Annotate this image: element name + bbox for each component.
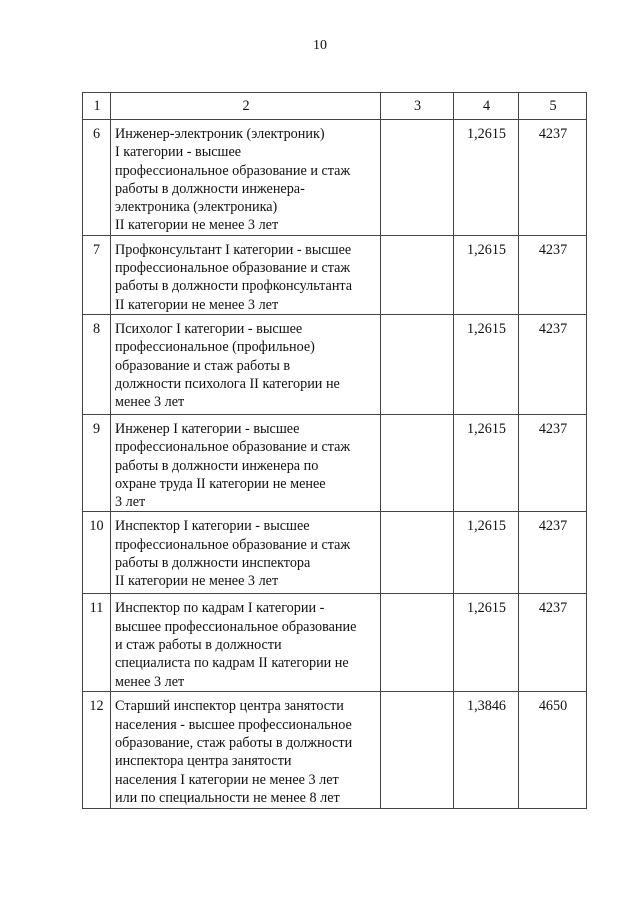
position-description: Профконсультант I категории - высшее профессиональное образование и стаж работы в должности профконсультанта II категории не менее 3 лет [111,235,381,314]
salary-value: 4237 [519,314,587,414]
column-3-value [381,120,454,236]
coefficient-value: 1,2615 [454,594,519,692]
row-number: 6 [83,120,111,236]
salary-value: 4237 [519,120,587,236]
column-3-value [381,235,454,314]
column-3-value [381,512,454,594]
row-number: 11 [83,594,111,692]
coefficient-value: 1,2615 [454,235,519,314]
salary-value: 4237 [519,414,587,511]
coefficient-value: 1,2615 [454,314,519,414]
row-number: 8 [83,314,111,414]
salary-value: 4650 [519,692,587,809]
position-description: Психолог I категории - высшее профессиональное (профильное) образование и стаж работы в должности психолога II категории не менее 3 лет [111,314,381,414]
row-number: 9 [83,414,111,511]
table-row [83,594,587,692]
table-row [83,692,587,809]
position-description: Старший инспектор центра занятости населения - высшее профессиональное образование, стаж работы в должности инспектора центра занятости населения I категории не менее 3 лет или по специальности не менее 8 лет [111,692,381,809]
position-description: Инженер-электроник (электроник) I категории - высшее профессиональное образование и стаж работы в должности инженера- электроника (электроника) II категории не менее 3 лет [111,120,381,236]
position-description: Инженер I категории - высшее профессиональное образование и стаж работы в должности инженера по охране труда II категории не менее 3 лет [111,414,381,511]
table-row [83,414,587,511]
header-cell: 2 [111,93,381,120]
coefficient-value: 1,3846 [454,692,519,809]
coefficient-value: 1,2615 [454,120,519,236]
positions-table [82,92,587,809]
column-3-value [381,314,454,414]
position-description: Инспектор I категории - высшее профессиональное образование и стаж работы в должности инспектора II категории не менее 3 лет [111,512,381,594]
row-number: 10 [83,512,111,594]
salary-value: 4237 [519,512,587,594]
page-number: 10 [313,38,327,53]
column-3-value [381,692,454,809]
header-cell: 4 [454,93,519,120]
table-row [83,314,587,414]
salary-value: 4237 [519,594,587,692]
table-row [83,120,587,236]
position-description: Инспектор по кадрам I категории - высшее профессиональное образование и стаж работы в должности специалиста по кадрам II категории не менее 3 лет [111,594,381,692]
table-row [83,512,587,594]
table-row [83,235,587,314]
salary-value: 4237 [519,235,587,314]
row-number: 7 [83,235,111,314]
column-3-value [381,594,454,692]
coefficient-value: 1,2615 [454,512,519,594]
table-header-row [83,93,587,120]
header-cell: 1 [83,93,111,120]
header-cell: 3 [381,93,454,120]
header-cell: 5 [519,93,587,120]
column-3-value [381,414,454,511]
row-number: 12 [83,692,111,809]
coefficient-value: 1,2615 [454,414,519,511]
